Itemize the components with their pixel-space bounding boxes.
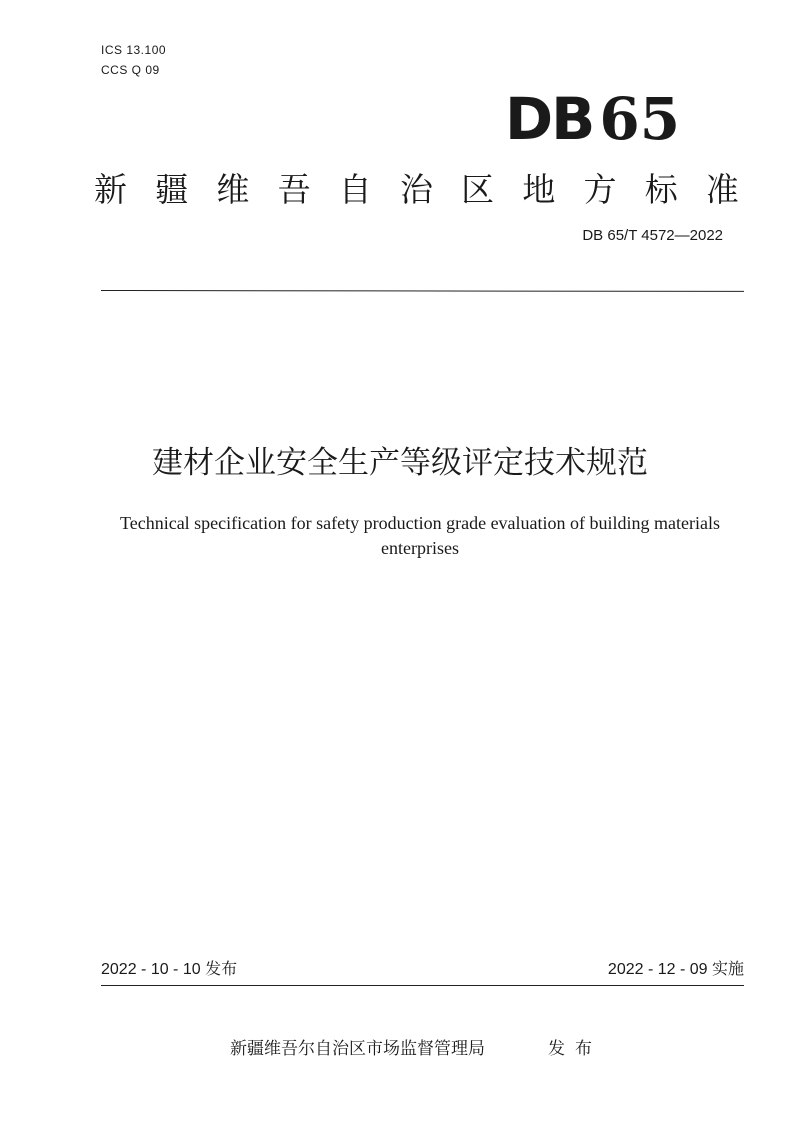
category-char: 准 bbox=[705, 170, 739, 209]
ccs-code: CCS Q 09 bbox=[101, 63, 160, 77]
category-char: 自 bbox=[338, 170, 372, 209]
category-char: 新 bbox=[94, 170, 127, 209]
footer-divider bbox=[101, 985, 744, 986]
implementation-date: 2022 - 12 - 09 实施 bbox=[607, 961, 744, 978]
standard-category-heading bbox=[94, 168, 739, 212]
category-char: 标 bbox=[644, 170, 678, 209]
logo-number: 65 bbox=[599, 85, 681, 153]
db65-logo bbox=[505, 84, 680, 154]
english-title-line-2: enterprises bbox=[381, 538, 459, 558]
issue-date: 2022 - 10 - 10 发布 bbox=[101, 961, 238, 978]
category-char: 吾 bbox=[277, 170, 311, 209]
document-title-chinese: 建材企业安全生产等级评定技术规范 bbox=[152, 445, 648, 481]
publish-label: 发布 bbox=[548, 1039, 602, 1059]
category-char: 地 bbox=[522, 170, 556, 209]
category-char: 方 bbox=[583, 170, 617, 209]
category-char: 区 bbox=[461, 170, 495, 209]
category-char: 维 bbox=[216, 170, 250, 209]
english-title-line-1: Technical specification for safety production grade evaluation of building materials bbox=[119, 513, 721, 533]
document-title-english bbox=[0, 511, 800, 561]
classification-codes bbox=[101, 40, 166, 80]
standard-number: DB 65/T 4572—2022 bbox=[582, 227, 723, 244]
category-char: 疆 bbox=[155, 170, 189, 209]
logo-letters: DB bbox=[505, 85, 594, 153]
publisher-name: 新疆维吾尔自治区市场监督管理局 bbox=[230, 1039, 485, 1059]
header-divider bbox=[101, 290, 744, 292]
category-char: 治 bbox=[399, 170, 433, 209]
ics-code: ICS 13.100 bbox=[101, 43, 167, 57]
